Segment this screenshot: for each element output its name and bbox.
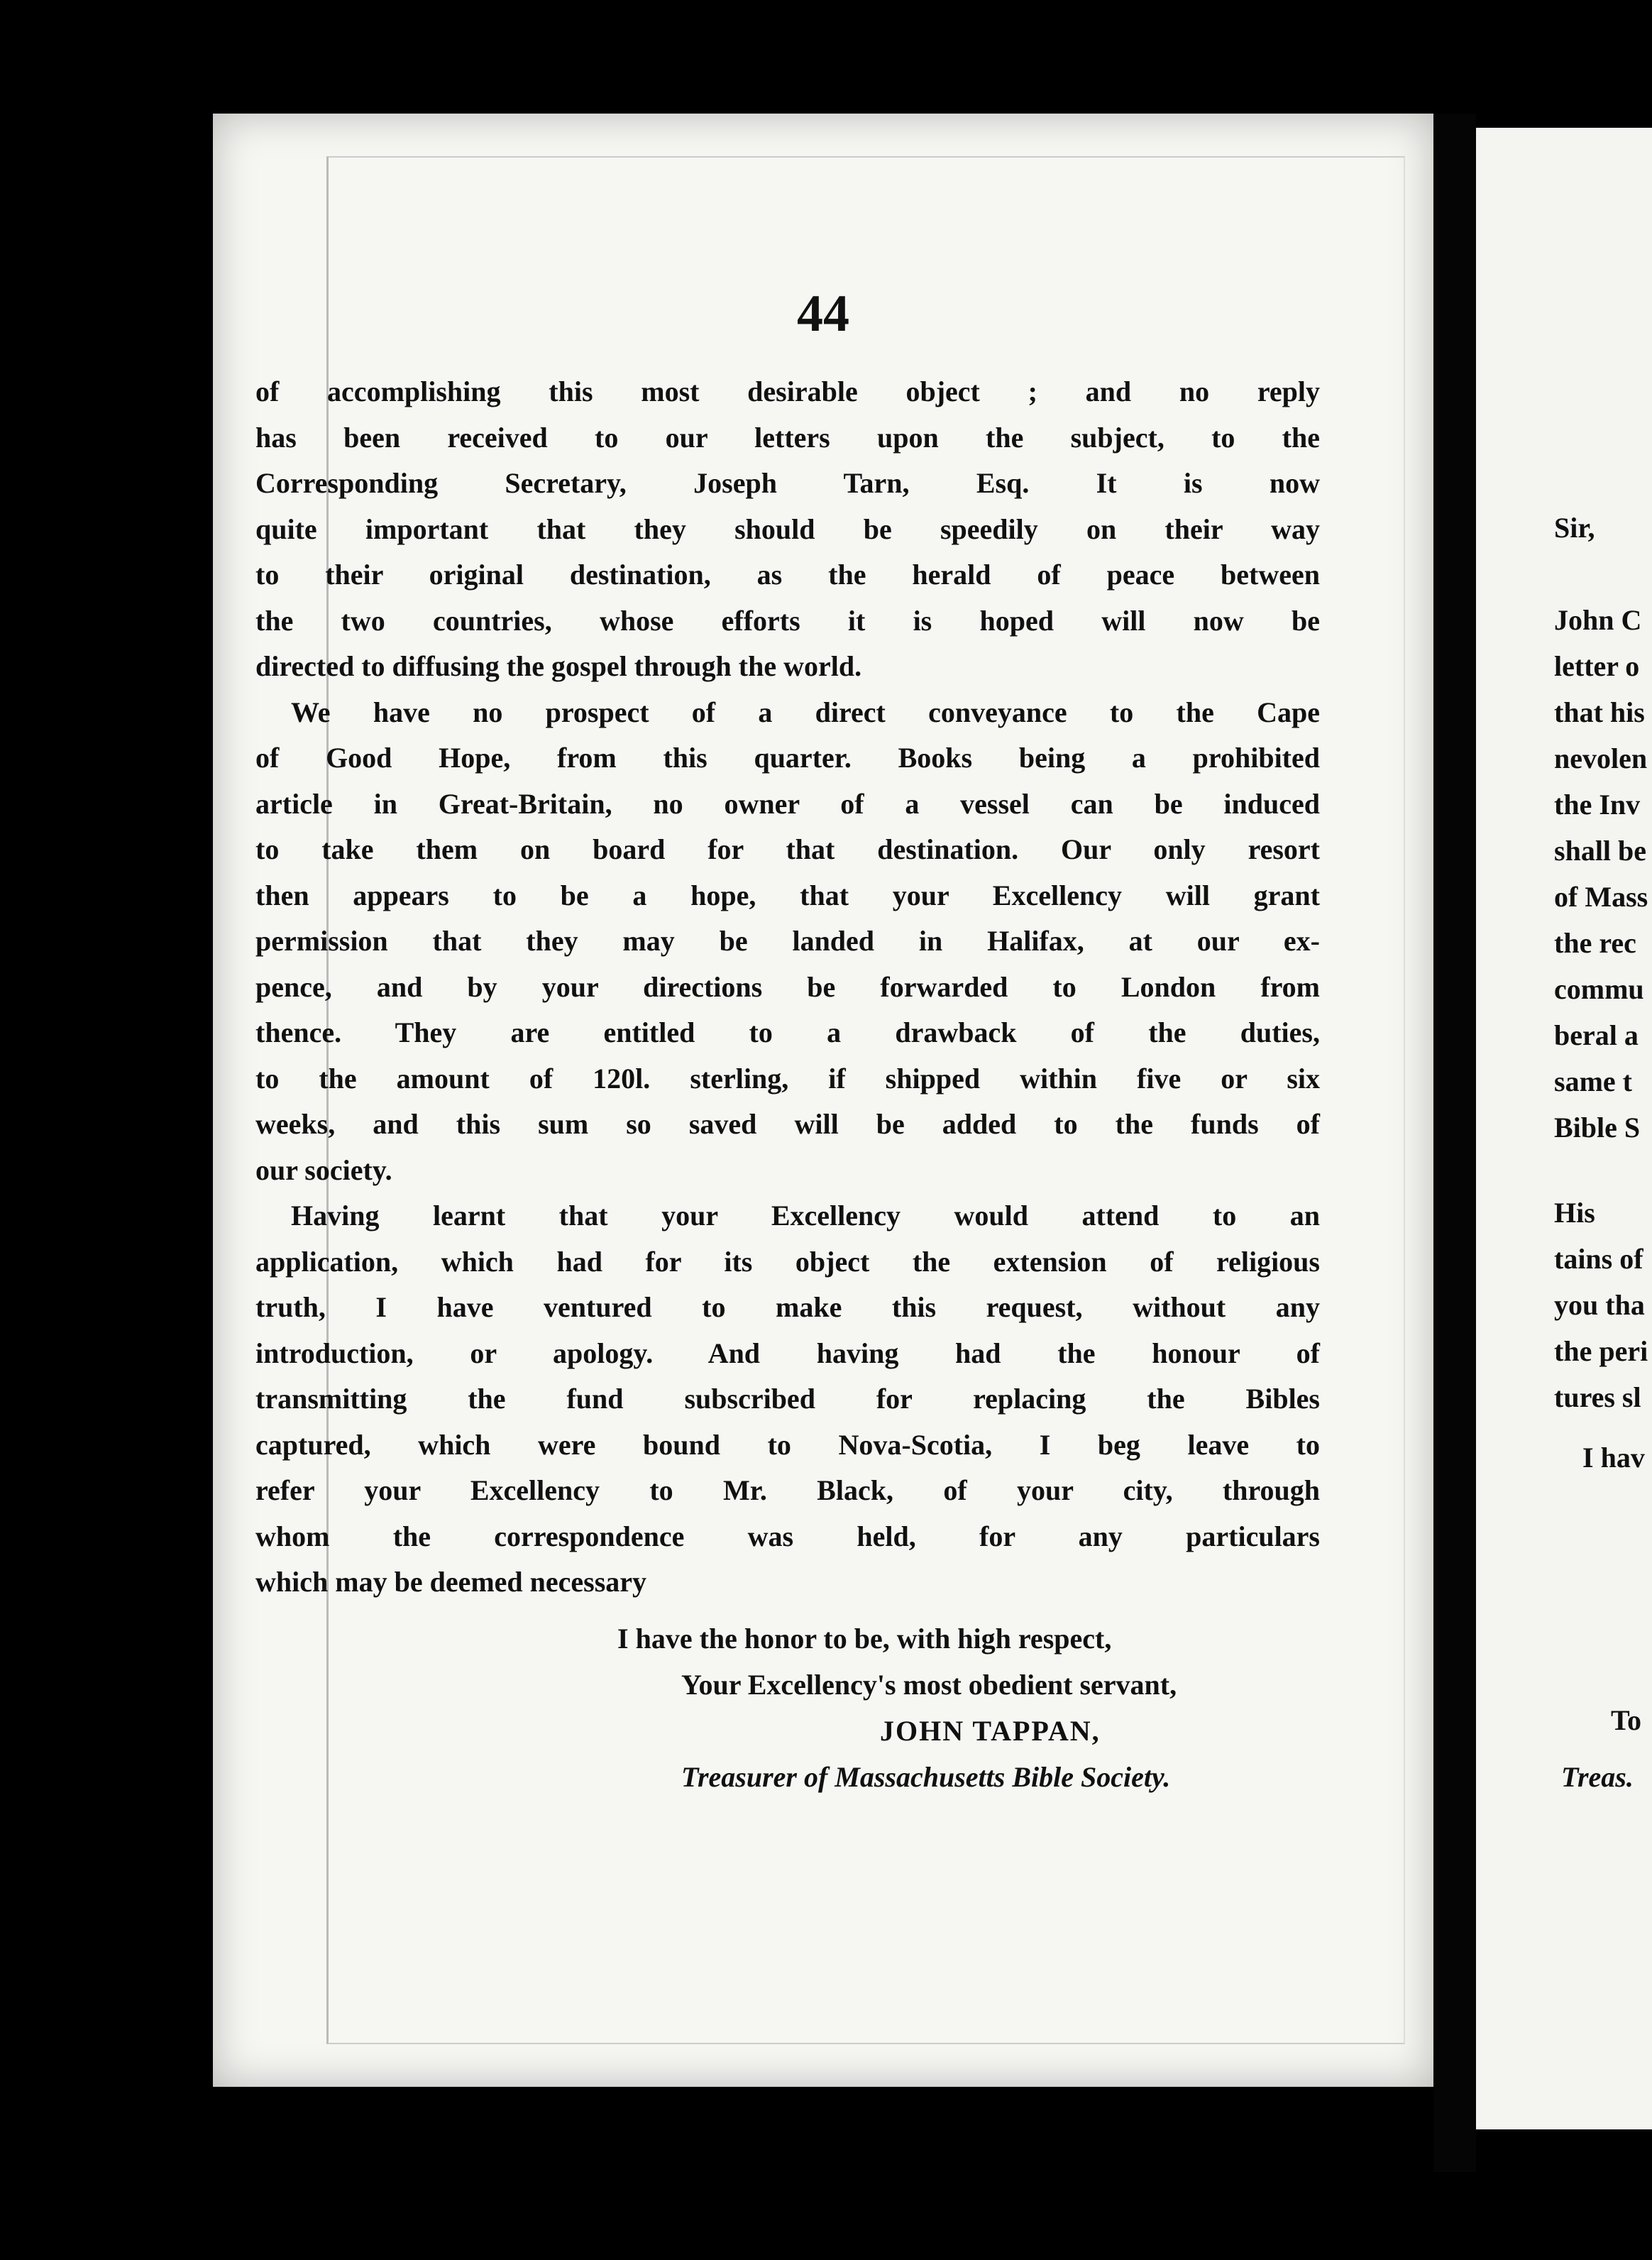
text-line: whom the correspondence was held, for any particulars — [255, 1520, 1320, 1552]
right-page-fragment: Sir, — [1554, 512, 1595, 544]
text-line: to the amount of 120l. sterling, if shipped within five or six — [255, 1062, 1320, 1095]
text-line: thence. They are entitled to a drawback of the duties, — [255, 1016, 1320, 1048]
right-page-fragment: that his — [1554, 696, 1645, 728]
right-page-fragment: To — [1611, 1704, 1642, 1736]
right-page-fragment: letter o — [1554, 650, 1640, 682]
right-page-fragment: His — [1554, 1197, 1595, 1229]
text-line: We have no prospect of a direct conveyance to the Cape — [291, 696, 1320, 728]
text-line: our society. — [255, 1153, 392, 1186]
right-page-fragment: tains of — [1554, 1243, 1643, 1275]
right-page-fragment: the Inv — [1554, 789, 1641, 821]
closing-servant: Your Excellency's most obedient servant, — [681, 1669, 1177, 1701]
text-line: permission that they may be landed in Halifax, at our ex- — [255, 925, 1320, 957]
book-gutter — [1433, 114, 1476, 2172]
text-line: truth, I have ventured to make this request, without any — [255, 1291, 1320, 1323]
text-line: quite important that they should be speedily on their way — [255, 512, 1320, 545]
text-line: the two countries, whose efforts it is hoped will now be — [255, 604, 1320, 637]
right-page-fragment: nevolen — [1554, 742, 1648, 774]
closing-salutation: I have the honor to be, with high respect, — [617, 1623, 1112, 1655]
text-line: has been received to our letters upon the subject, to the — [255, 421, 1320, 454]
right-page-fragment: tures sl — [1554, 1381, 1641, 1413]
text-line: captured, which were bound to Nova-Scotia, I beg leave to — [255, 1428, 1320, 1461]
right-page-fragment: shall be — [1554, 835, 1647, 867]
text-line: introduction, or apology. And having had the honour of — [255, 1337, 1320, 1369]
text-line: directed to diffusing the gospel through the world. — [255, 650, 862, 682]
text-line: then appears to be a hope, that your Excellency will grant — [255, 879, 1320, 911]
right-page-fragment: Bible S — [1554, 1112, 1641, 1143]
right-page-fragment: commu — [1554, 973, 1644, 1005]
text-line: weeks, and this sum so saved will be added to the funds of — [255, 1108, 1320, 1140]
text-line: Having learnt that your Excellency would attend to an — [291, 1200, 1320, 1232]
right-page-fragment: the rec — [1554, 927, 1636, 959]
signature-title: Treasurer of Massachusetts Bible Society. — [681, 1761, 1171, 1793]
text-line: of accomplishing this most desirable object ; and no reply — [255, 375, 1320, 407]
right-page-fragment: Treas. — [1561, 1761, 1634, 1793]
text-line: Corresponding Secretary, Joseph Tarn, Esq. It is now — [255, 467, 1320, 499]
text-line: refer your Excellency to Mr. Black, of your city, through — [255, 1474, 1320, 1506]
right-page-fragment: same t — [1554, 1065, 1632, 1097]
text-line: to take them on board for that destination. Our only resort — [255, 833, 1320, 865]
text-line: which may be deemed necessary — [255, 1566, 647, 1598]
signature-name: JOHN TAPPAN, — [880, 1715, 1101, 1747]
text-line: pence, and by your directions be forwarded to London from — [255, 970, 1320, 1003]
body-text — [255, 369, 1320, 1606]
text-line: article in Great-Britain, no owner of a vessel can be induced — [255, 787, 1320, 820]
text-line: to their original destination, as the herald of peace between — [255, 559, 1320, 591]
right-page-fragment: John C — [1554, 604, 1642, 636]
text-line: transmitting the fund subscribed for replacing the Bibles — [255, 1383, 1320, 1415]
page-number: 44 — [797, 285, 849, 343]
text-line: application, which had for its object the extension of religious — [255, 1245, 1320, 1278]
right-page-fragment: of Mass — [1554, 881, 1648, 913]
right-page-fragment: I hav — [1582, 1442, 1645, 1474]
text-line: of Good Hope, from this quarter. Books being a prohibited — [255, 742, 1320, 774]
right-page-fragment: beral a — [1554, 1019, 1639, 1051]
right-page-fragment: you tha — [1554, 1289, 1645, 1321]
right-page-fragment: the peri — [1554, 1335, 1648, 1367]
